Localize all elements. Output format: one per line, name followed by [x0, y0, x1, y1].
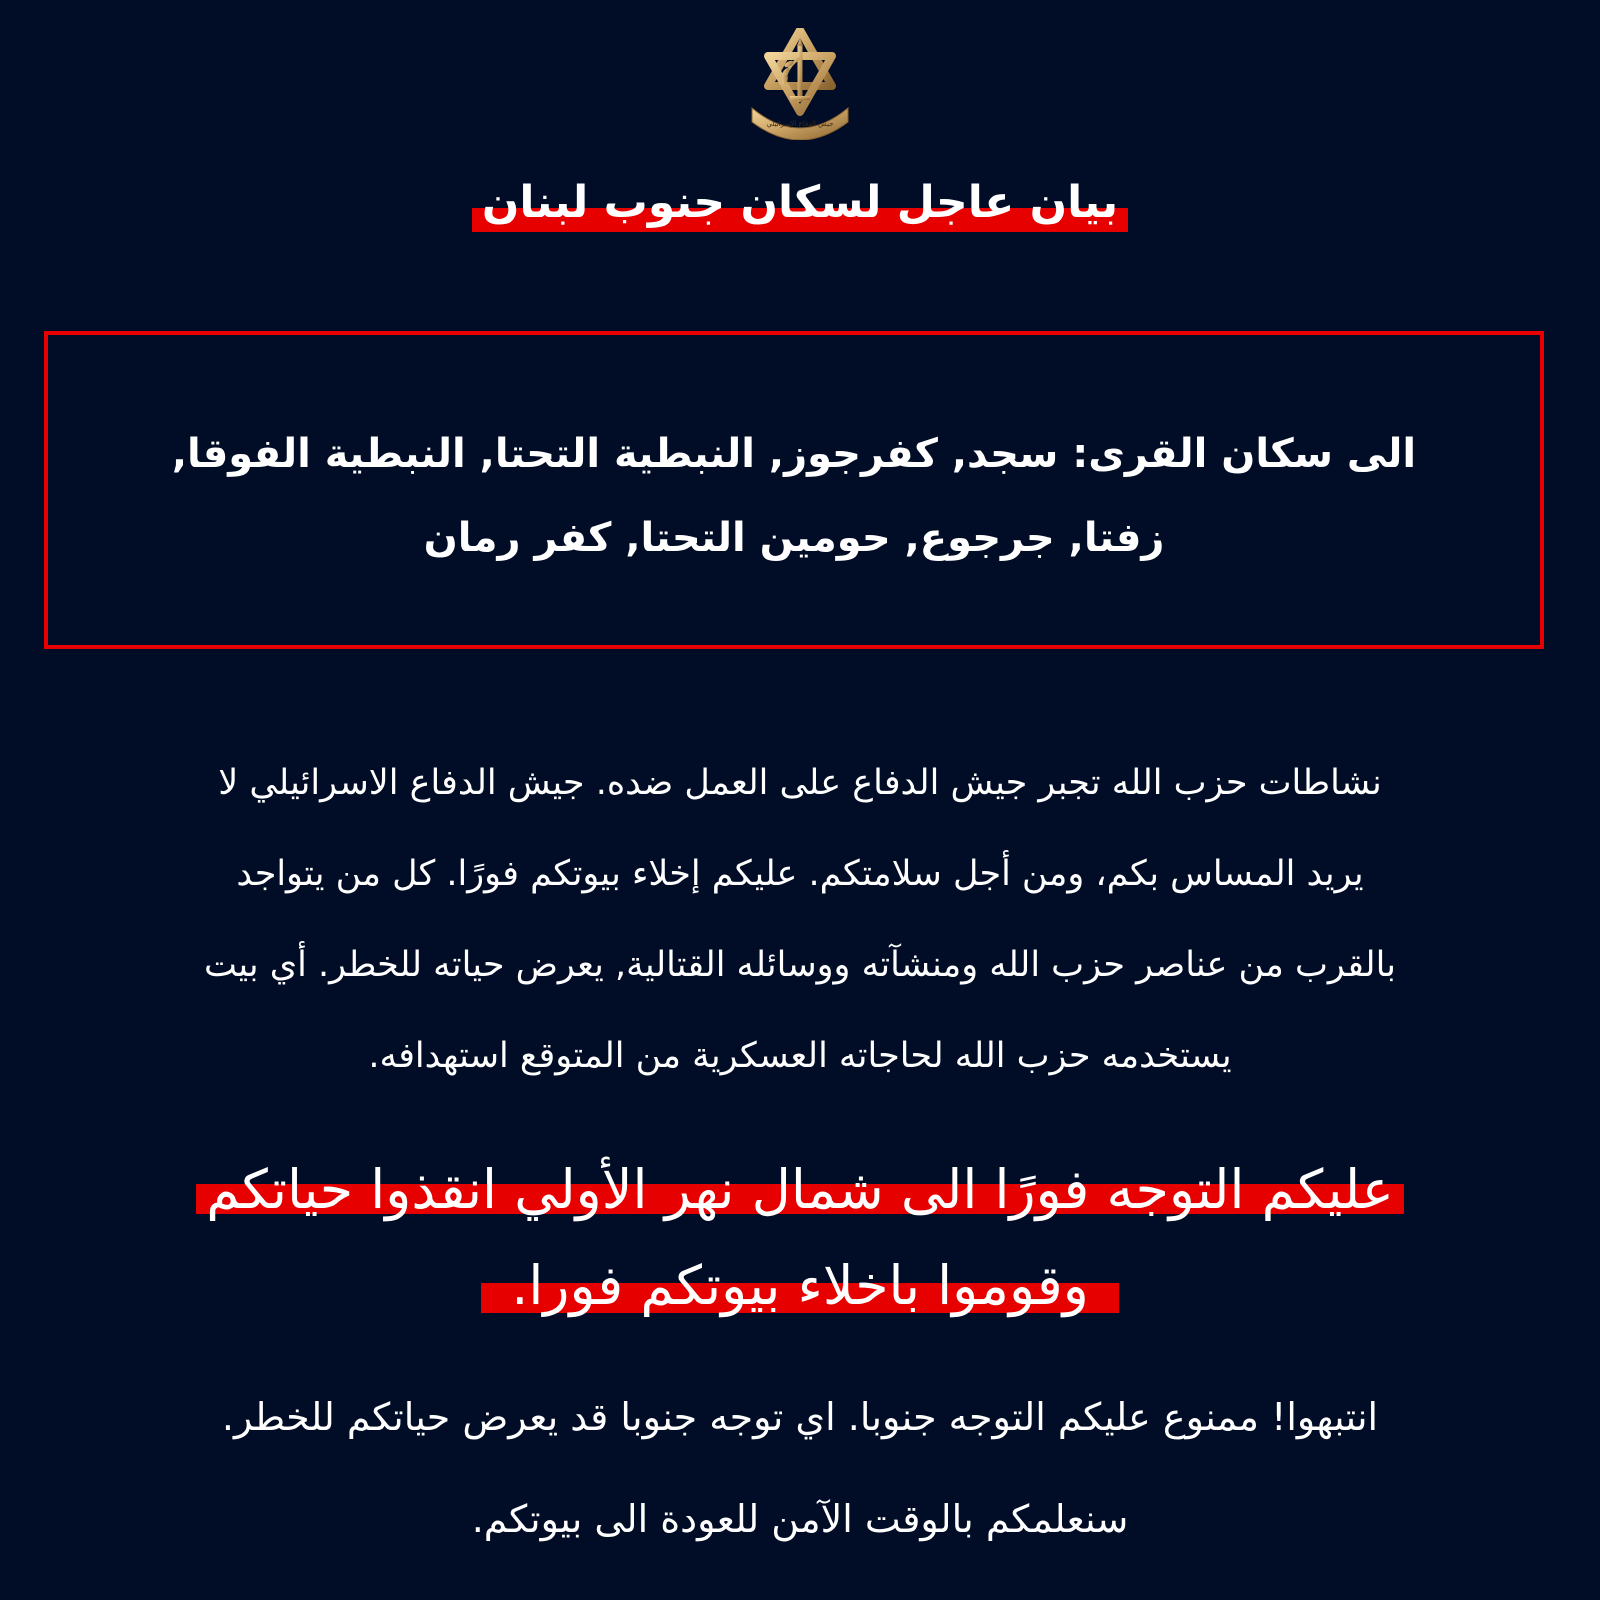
warning-paragraph — [0, 1366, 1600, 1570]
warning-line: انتبهوا! ممنوع عليكم التوجه جنوبا. اي توجه جنوبا قد يعرض حياتكم للخطر. — [221, 1395, 1379, 1439]
page-title: بيان عاجل لسكان جنوب لبنان — [472, 172, 1128, 234]
statement-line: يستخدمه حزب الله لحاجاته العسكرية من المتوقع استهدافه. — [368, 1036, 1232, 1076]
villages-line: زفتا, جرجوع, حومين التحتا, كفر رمان — [423, 515, 1165, 561]
statement-line: يريد المساس بكم، ومن أجل سلامتكم. عليكم إخلاء بيوتكم فورًا. كل من يتواجد — [236, 854, 1364, 894]
statement-paragraph — [90, 738, 1510, 1102]
evacuation-line: عليكم التوجه فورًا الى شمال نهر الأولي انقذوا حياتكم — [196, 1142, 1404, 1238]
statement-line: بالقرب من عناصر حزب الله ومنشآته ووسائله القتالية, يعرض حياته للخطر. أي بيت — [203, 945, 1397, 985]
statement-line: نشاطات حزب الله تجبر جيش الدفاع على العمل ضده. جيش الدفاع الاسرائيلي لا — [218, 763, 1382, 803]
evacuation-instruction — [0, 1142, 1600, 1334]
villages-list — [48, 412, 1540, 580]
emblem-banner-text: جيش الدفاع الإسرائيلي — [766, 120, 834, 128]
warning-line: سنعلمكم بالوقت الآمن للعودة الى بيوتكم. — [471, 1497, 1129, 1541]
villages-line: الى سكان القرى: سجد, كفرجوز, النبطية التحتا, النبطية الفوقا, — [171, 431, 1417, 477]
title-container — [0, 172, 1600, 234]
evacuation-line: وقوموا باخلاء بيوتكم فورا. — [481, 1241, 1119, 1331]
villages-notice-box — [44, 331, 1544, 649]
idf-emblem-logo — [740, 28, 860, 140]
